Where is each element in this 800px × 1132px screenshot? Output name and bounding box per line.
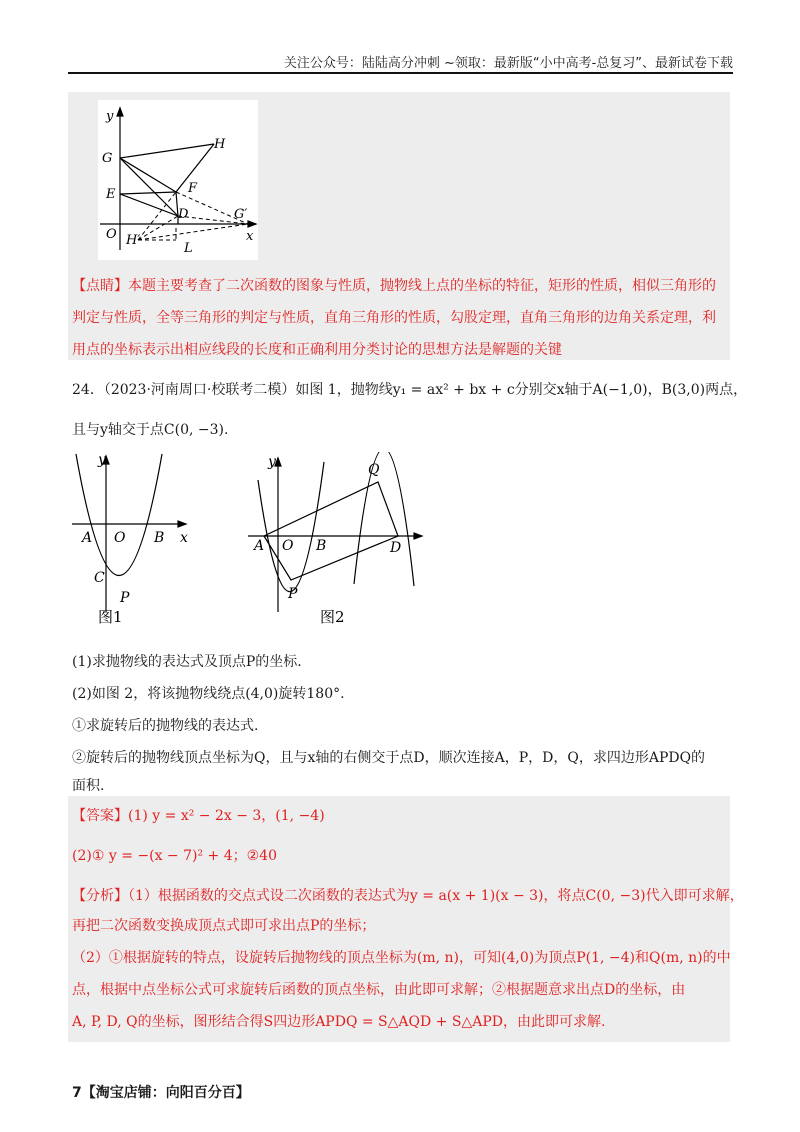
fig1-label: y <box>98 452 106 468</box>
fig1-caption: 图1 <box>98 608 123 626</box>
dianjing-line: 【点睛】本题主要考查了二次函数的图象与性质，抛物线上点的坐标的特征，矩形的性质，相似三角形的 <box>72 278 716 294</box>
page-footer: 7【淘宝店铺：向阳百分百】 <box>72 1085 250 1101</box>
dianjing-line: 判定与性质，全等三角形的判定与性质，直角三角形的性质，勾股定理，直角三角形的边角关系定理，利 <box>72 310 716 326</box>
analysis-line: A, P, D, Q的坐标，图形结合得S四边形APDQ = S△AQD + S△APD，由此即可求解. <box>72 1014 606 1030</box>
question-stem: 24．（2023·河南周口·校联考二模）如图 1，抛物线y₁ = ax² + bx + c分别交x轴于A(−1,0)，B(3,0)两点， <box>72 382 748 398</box>
geometry-diagram <box>98 100 258 260</box>
analysis-line: 点，根据中点坐标公式可求旋转后函数的顶点坐标，由此即可求解；②根据题意求出点D的坐标，由 <box>72 982 686 998</box>
header-rule <box>68 72 733 74</box>
page-header: 关注公众号：陆陆高分冲刺 ~领取：最新版“小中高考-总复习”、最新试卷下载 <box>283 56 733 71</box>
fig2-label: Q <box>368 462 380 478</box>
fig1-label: B <box>154 530 165 546</box>
fig1-label: x <box>180 530 188 546</box>
subquestion-2a: ①求旋转后的抛物线的表达式. <box>72 718 259 734</box>
fig1-label: P <box>120 590 130 606</box>
fig2-label: D <box>390 540 402 556</box>
fig2-label: y <box>268 454 276 470</box>
fig2-label: P <box>288 586 298 602</box>
fig-label: H′ <box>126 233 141 248</box>
fig2-label: B <box>316 538 327 554</box>
fig-label: O <box>106 227 117 242</box>
subquestion-1: (1)求抛物线的表达式及顶点P的坐标. <box>72 654 302 670</box>
parabola-figures <box>58 452 738 630</box>
fig-label: G′ <box>234 207 248 222</box>
answer-line: (2)① y = −(x − 7)² + 4；②40 <box>72 848 277 864</box>
subquestion-2b: ②旋转后的抛物线顶点坐标为Q，且与x轴的右侧交于点D，顺次连接A，P，D，Q，求四边形APDQ的 <box>72 750 706 766</box>
fig-label: E <box>106 187 116 202</box>
fig-label: D <box>178 207 189 222</box>
dianjing-line: 用点的坐标表示出相应线段的长度和正确利用分类讨论的思想方法是解题的关键 <box>72 342 562 358</box>
fig1-label: O <box>114 530 126 546</box>
fig2-caption: 图2 <box>320 608 345 626</box>
fig1-label: C <box>94 570 105 586</box>
fig-label: H <box>214 137 226 152</box>
geometry-figure-top <box>98 100 258 260</box>
analysis-line: 再把二次函数变换成顶点式即可求出点P的坐标； <box>72 918 376 934</box>
subquestion-2: (2)如图 2，将该抛物线绕点(4,0)旋转180°. <box>72 686 345 702</box>
fig-label: y <box>106 109 114 124</box>
fig-label: L <box>184 241 193 256</box>
fig-label: x <box>246 229 254 244</box>
analysis-line: （2）①根据旋转的特点，设旋转后抛物线的顶点坐标为(m, n)，可知(4,0)为顶点P(1, −4)和Q(m, n)的中 <box>72 950 731 966</box>
fig2-label: A <box>254 538 265 554</box>
fig2-label: O <box>282 538 294 554</box>
fig-label: G <box>102 151 113 166</box>
fig-label: F <box>188 181 198 196</box>
fig1-label: A <box>82 530 93 546</box>
subquestion-2b-cont: 面积. <box>72 778 105 794</box>
answer-line: 【答案】(1) y = x² − 2x − 3，(1, −4) <box>72 808 325 824</box>
parabola-diagrams <box>58 452 738 630</box>
question-stem: 且与y轴交于点C(0, −3). <box>72 422 229 438</box>
analysis-line: 【分析】（1）根据函数的交点式设二次函数的表达式为y = a(x + 1)(x − 3)，将点C(0, −3)代入即可求解， <box>72 888 744 904</box>
